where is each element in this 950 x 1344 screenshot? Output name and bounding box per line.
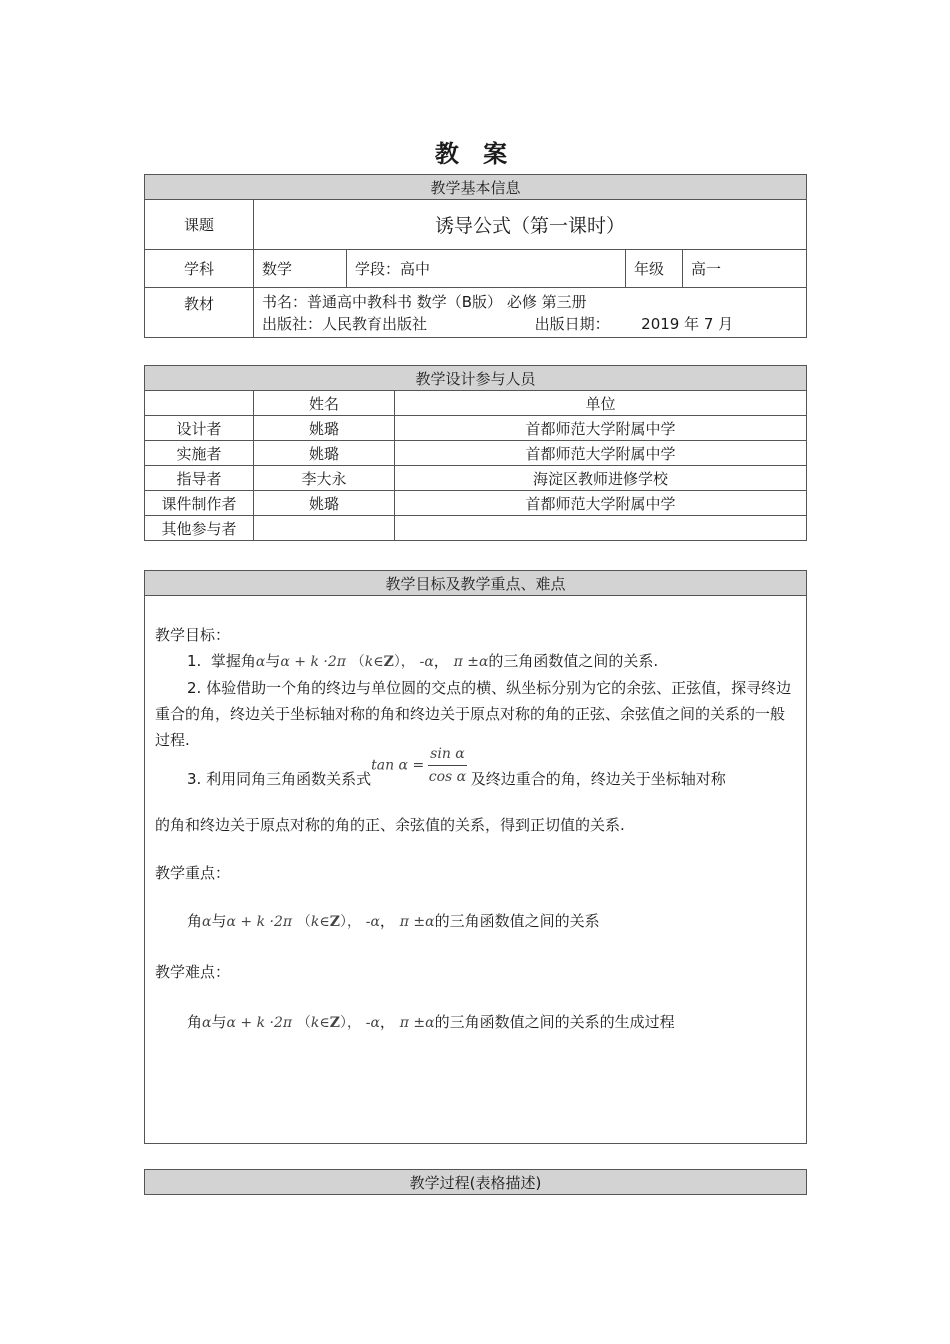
goals-content [145,596,807,1144]
goal-item-2: 2. 体验借助一个角的终边与单位圆的交点的横、纵坐标分别为它的余弦、正弦值，探寻终边重合的角，终边关于坐标轴对称的角和终边关于原点对称的角的正弦、余弦值之间的关系的一般过程. [155,679,792,749]
unit-cell: 首都师范大学附属中学 [395,441,807,466]
textbook-label: 教材 [145,288,254,338]
subject-label: 学科 [145,250,254,288]
table-row [145,466,807,491]
key-label: 教学重点： [155,864,231,882]
participants-header: 教学设计参与人员 [145,366,807,391]
goals-table [144,570,807,1144]
book-line: 书名：普通高中教科书 数学（B版） 必修 第三册 [262,292,587,311]
col-name-header: 姓名 [254,391,395,416]
topic-value: 诱导公式（第一课时） [254,200,807,250]
topic-label: 课题 [145,200,254,250]
tan-formula: tan α = $\frac{\text{sin α}}{\text{cos α}}$ [371,743,471,788]
participants-table [144,365,807,541]
grade-value: 高一 [683,250,807,288]
textbook-info [254,288,807,338]
goal-item-1: 1. 掌握角α与α + k ·2π （k∈Z）， -α， π ±α的三角函数值之间的关系. [187,652,659,670]
role-cell: 其他参与者 [145,516,254,541]
role-cell: 设计者 [145,416,254,441]
publisher: 出版社：人民教育出版社 [262,314,428,333]
goal-label: 教学目标： [155,626,231,644]
goal-item-3: 3. 利用同角三角函数关系式tan α = $\frac{\text{sin α}}{\text{cos α}}$ 及终边重合的角，终边关于坐标轴对称 [155,757,796,802]
col-unit-header: 单位 [395,391,807,416]
name-cell [254,516,395,541]
name-cell: 姚璐 [254,416,395,441]
unit-cell: 首都师范大学附属中学 [395,491,807,516]
table-row [145,516,807,541]
goal-item-3-cont: 的角和终边关于原点对称的角的正、余弦值的关系，得到正切值的关系. [155,816,625,834]
diff-label: 教学难点： [155,963,231,981]
process-table [144,1169,807,1195]
table-row [145,491,807,516]
unit-cell [395,516,807,541]
name-cell: 姚璐 [254,441,395,466]
subject-value: 数学 [254,250,347,288]
table-row [145,441,807,466]
stage-value: 学段：高中 [347,250,626,288]
name-cell: 姚璐 [254,491,395,516]
process-header: 教学过程(表格描述) [145,1170,807,1195]
diff-content: 角α与α + k ·2π （k∈Z）， -α， π ±α的三角函数值之间的关系的生成过程 [187,1013,675,1031]
pub-date-value: 2019 年 7 月 [641,314,734,333]
basic-info-header: 教学基本信息 [145,175,807,200]
table-row [145,416,807,441]
name-cell: 李大永 [254,466,395,491]
publisher-line [262,313,798,335]
role-cell: 指导者 [145,466,254,491]
basic-info-table [144,174,807,338]
key-content: 角α与α + k ·2π （k∈Z）， -α， π ±α的三角函数值之间的关系 [187,912,600,930]
pub-date-label: 出版日期： [534,314,610,333]
grade-label: 年级 [626,250,683,288]
unit-cell: 首都师范大学附属中学 [395,416,807,441]
goals-header: 教学目标及教学重点、难点 [145,571,807,596]
unit-cell: 海淀区教师进修学校 [395,466,807,491]
role-cell: 实施者 [145,441,254,466]
page-title: 教 案 [434,140,516,168]
role-cell: 课件制作者 [145,491,254,516]
